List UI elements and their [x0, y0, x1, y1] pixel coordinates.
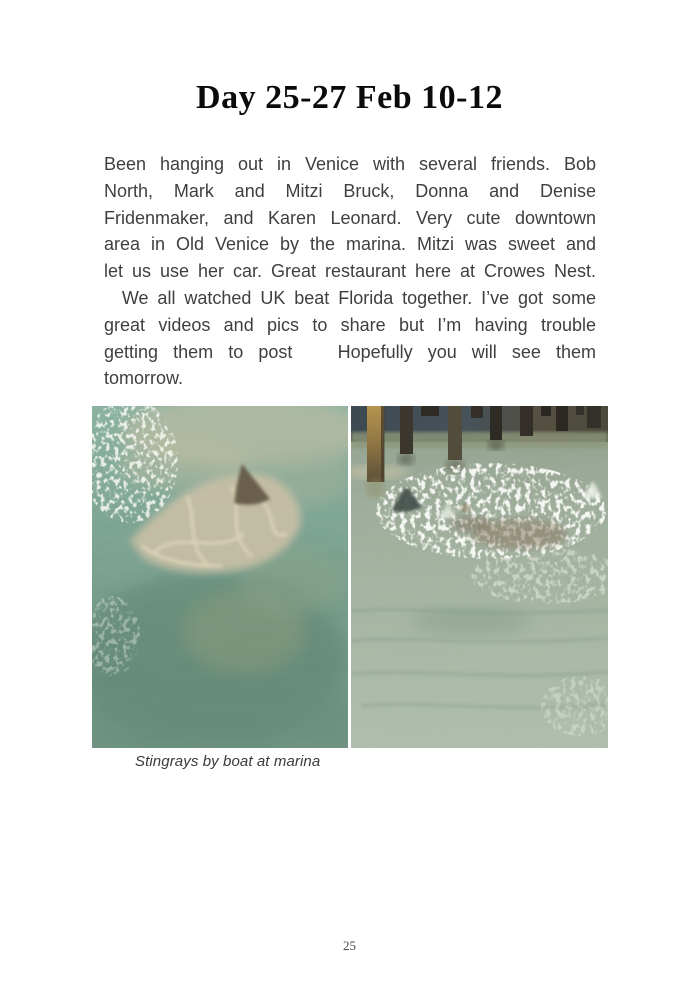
paragraph-line: great videos and pics to share but I’m having trouble: [104, 314, 596, 335]
paragraph-line: We all watched UK beat Florida together. I’ve got some: [104, 287, 596, 308]
paragraph-line: area in Old Venice by the marina. Mitzi was sweet and: [104, 234, 596, 255]
stingray-photo: [92, 406, 348, 748]
sharks-pier-photo-art: [351, 406, 608, 748]
paragraph-line: tomorrow.: [104, 368, 184, 389]
paragraph-line: let us use her car. Great restaurant here at Crowes Nest.: [104, 261, 596, 282]
stingray-photo-art: [92, 406, 348, 748]
photo-caption: Stingrays by boat at marina: [135, 753, 321, 770]
journal-paragraph: [104, 151, 596, 392]
sharks-pier-photo: [351, 406, 608, 748]
paragraph-line: North, Mark and Mitzi Bruck, Donna and Denise: [104, 180, 596, 201]
page-number: 25: [343, 938, 356, 953]
paragraph-line: Been hanging out in Venice with several friends. Bob: [104, 154, 596, 174]
page-title: Day 25-27 Feb 10-12: [196, 79, 503, 116]
paragraph-line: Fridenmaker, and Karen Leonard. Very cute downtown: [104, 207, 596, 228]
paragraph-line: getting them to post Hopefully you will see them: [104, 341, 596, 362]
